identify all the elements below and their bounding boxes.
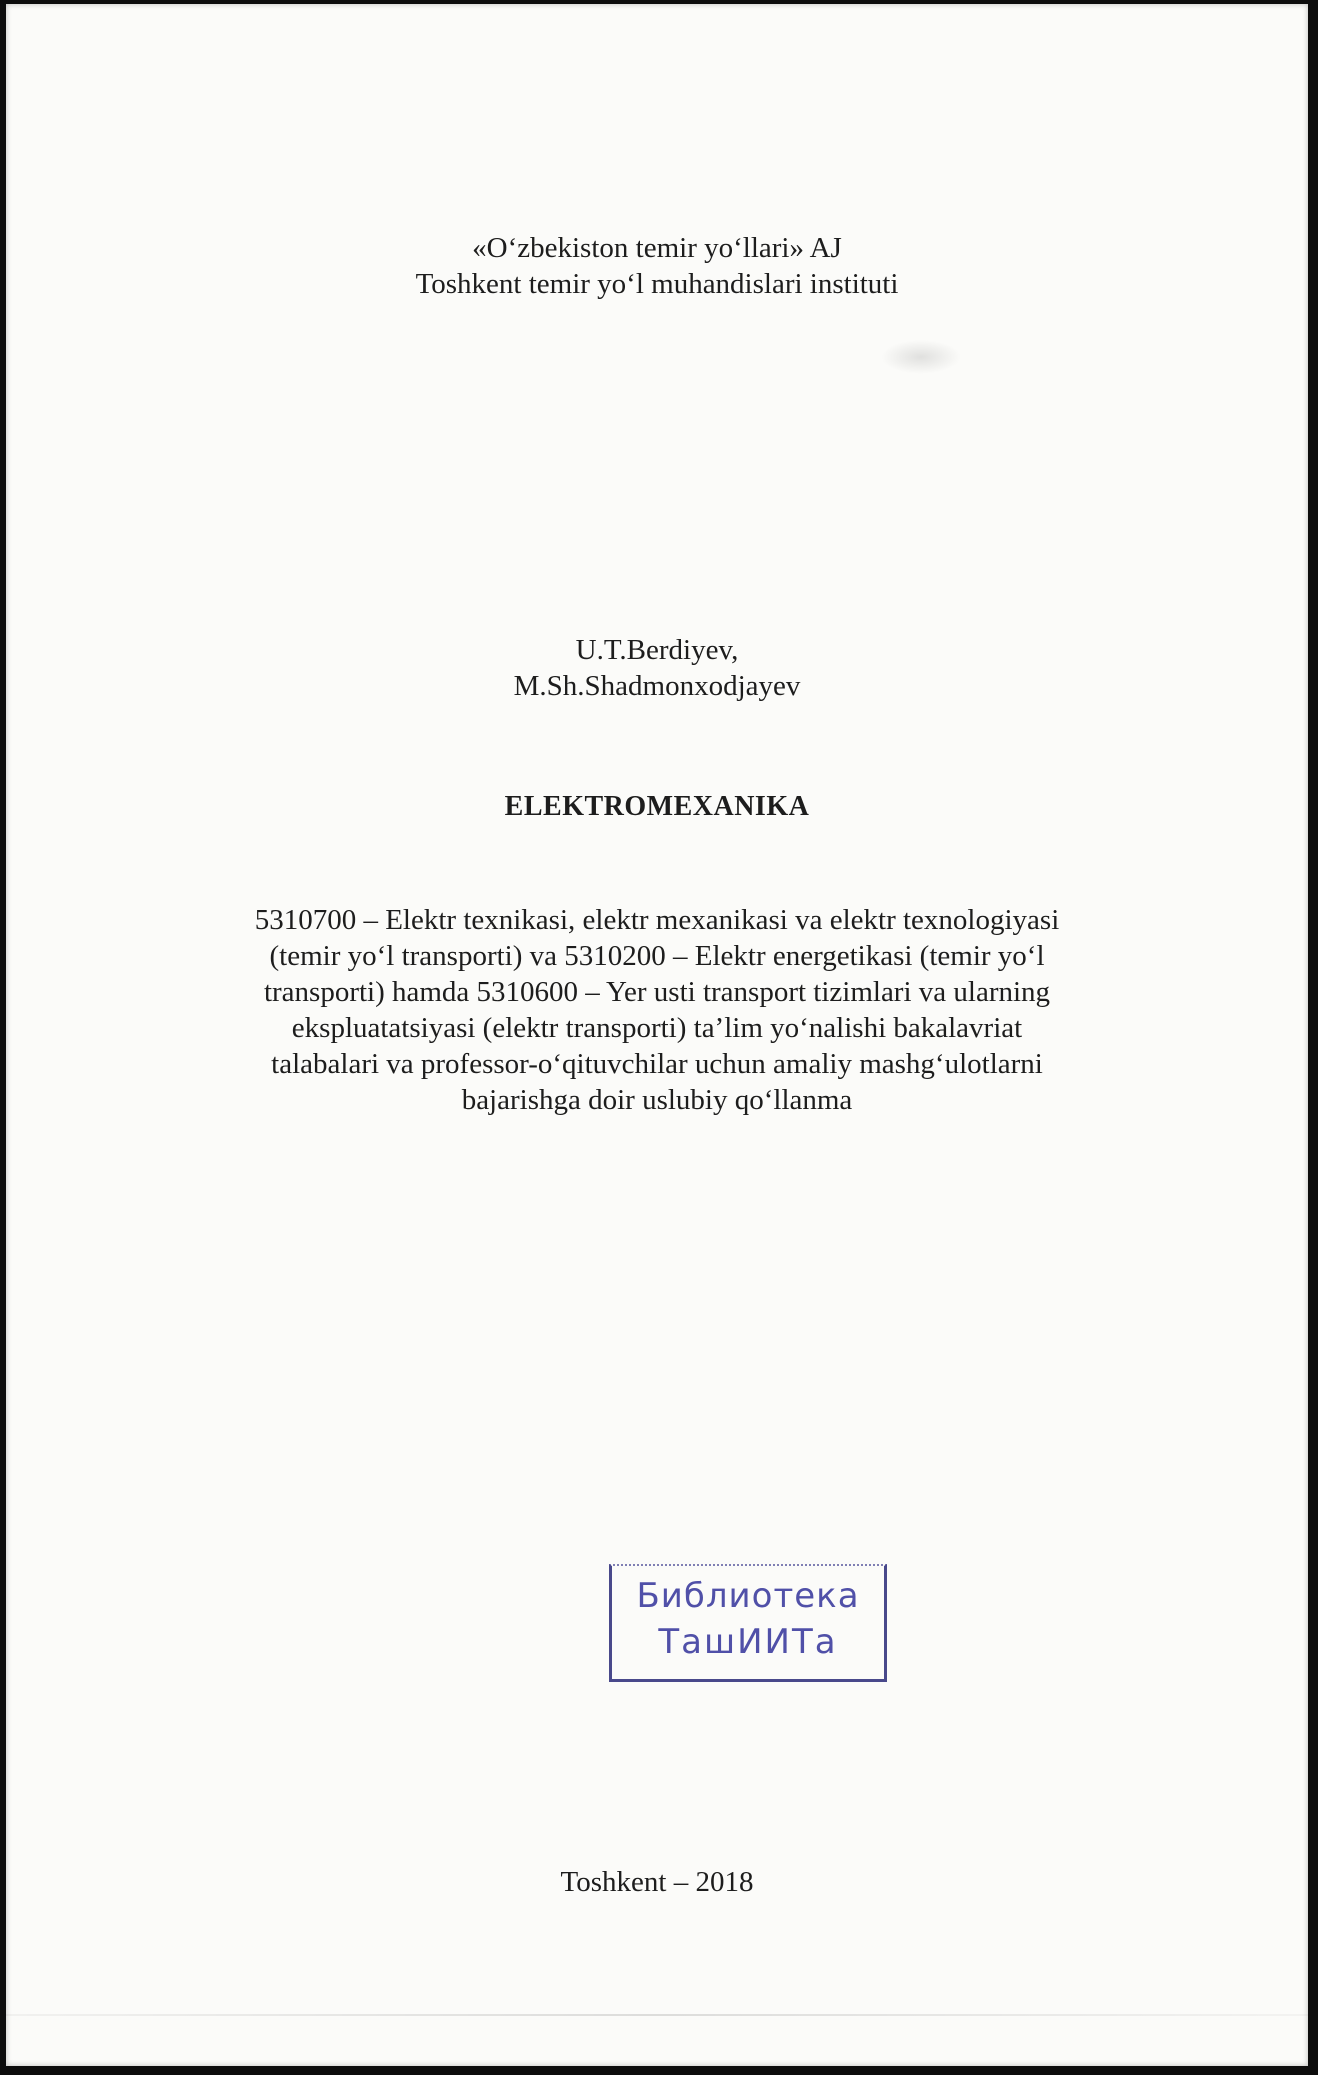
author-1: U.T.Berdiyev, bbox=[575, 634, 739, 666]
library-stamp bbox=[609, 1564, 887, 1682]
institution-header bbox=[6, 230, 1308, 302]
stamp-institute-text: ТашИИТа bbox=[658, 1622, 838, 1662]
description-line: transporti) hamda 5310600 – Yer usti transport tizimlari va ularning bbox=[263, 976, 1051, 1008]
document-sheet bbox=[6, 4, 1308, 2066]
scan-artifact-line bbox=[6, 2014, 1308, 2016]
place-and-year: Toshkent – 2018 bbox=[560, 1866, 754, 1898]
author-2: M.Sh.Shadmonxodjayev bbox=[513, 670, 801, 702]
header-institute: Toshkent temir yo‘l muhandislari instituti bbox=[415, 268, 899, 300]
description-line: talabalari va professor-o‘qituvchilar uchun amaliy mashg‘ulotlarni bbox=[271, 1048, 1043, 1080]
description-block bbox=[6, 902, 1308, 1118]
stamp-library-text: Библиотека bbox=[636, 1576, 860, 1616]
description-line: bajarishga doir uslubiy qo‘llanma bbox=[461, 1084, 853, 1116]
document-title: ELEKTROMEXANIKA bbox=[504, 791, 810, 822]
scan-speck bbox=[881, 340, 961, 374]
description-line: (temir yo‘l transporti) va 5310200 – Elektr energetikasi (temir yo‘l bbox=[269, 940, 1045, 972]
authors-block bbox=[6, 632, 1308, 704]
header-organization: «O‘zbekiston temir yo‘llari» AJ bbox=[472, 232, 842, 264]
description-line: ekspluatatsiyasi (elektr transporti) ta’lim yo‘nalishi bakalavriat bbox=[291, 1012, 1023, 1044]
description-line: 5310700 – Elektr texnikasi, elektr mexanikasi va elektr texnologiyasi bbox=[254, 904, 1060, 936]
